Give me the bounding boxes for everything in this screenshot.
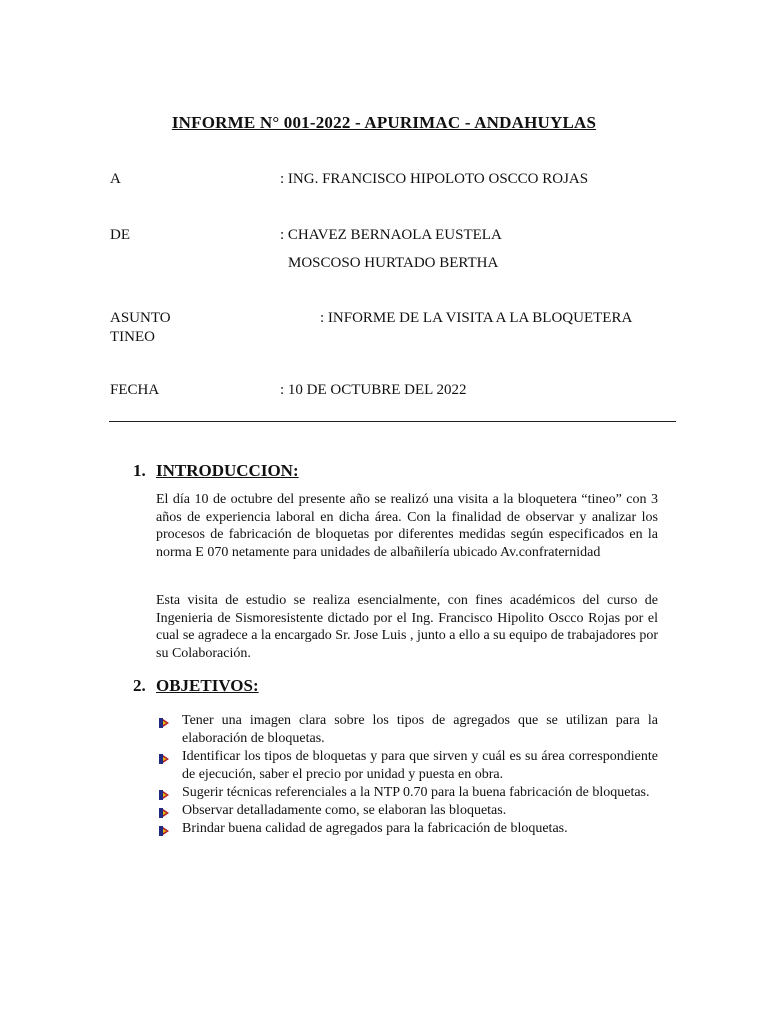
- arrow-bullet-icon: [159, 752, 171, 762]
- from-value-1: : CHAVEZ BERNAOLA EUSTELA: [280, 227, 502, 243]
- date-value: : 10 DE OCTUBRE DEL 2022: [280, 382, 467, 398]
- section-number: 1.: [133, 461, 146, 480]
- list-item: [156, 712, 658, 748]
- arrow-bullet-icon: [159, 824, 171, 834]
- section-number: 2.: [133, 676, 146, 695]
- from-label: DE: [110, 227, 130, 243]
- intro-paragraph-2: Esta visita de estudio se realiza esencialmente, con fines académicos del curso de Ingenieria de Sismoresistente dictado por el Ing. Francisco Hipolito Oscco Rojas por el cual se agradece a la encargado Sr. Jose Luis , junto a ello a su equipo de trabajadores por su Colaboración.: [156, 593, 659, 661]
- arrow-bullet-icon: [159, 716, 171, 726]
- subject-value: : INFORME DE LA VISITA A LA BLOQUETERA: [320, 310, 633, 326]
- list-item: [156, 784, 658, 802]
- list-item-text: Brindar buena calidad de agregados para la fabricación de bloquetas.: [182, 821, 568, 836]
- intro-paragraph-1: El día 10 de octubre del presente año se realizó una visita a la bloquetera “tineo” con 3 años de experiencia laboral en dicha área. Con la finalidad de observar y analizar los procesos de fabricación de bloquetas por diferentes medidas según especificados en la norma E 070 netamente para unidades de albañilería ubicado Av.confraternidad: [156, 492, 658, 560]
- to-label: A: [110, 171, 121, 187]
- header-divider: [109, 421, 676, 422]
- from-value-2: MOSCOSO HURTADO BERTHA: [288, 255, 499, 271]
- arrow-bullet-icon: [159, 788, 171, 798]
- objectives-list: [156, 712, 658, 838]
- report-title: INFORME N° 001-2022 - APURIMAC - ANDAHUYLAS: [171, 113, 597, 132]
- date-label: FECHA: [110, 382, 160, 398]
- list-item: [156, 802, 658, 820]
- subject-continuation: TINEO: [110, 329, 155, 345]
- list-item-text: Tener una imagen clara sobre los tipos de agregados que se utilizan para la elaboración de bloquetas.: [182, 713, 658, 746]
- section-title-introduccion: INTRODUCCION:: [156, 461, 299, 480]
- list-item-text: Identificar los tipos de bloquetas y para que sirven y cuál es su área correspondiente de ejecución, saber el precio por unidad y puesta en obra.: [182, 749, 658, 782]
- subject-label: ASUNTO: [110, 310, 171, 326]
- list-item-text: Sugerir técnicas referenciales a la NTP 0.70 para la buena fabricación de bloquetas.: [182, 785, 650, 800]
- arrow-bullet-icon: [159, 806, 171, 816]
- to-value: : ING. FRANCISCO HIPOLOTO OSCCO ROJAS: [280, 171, 589, 187]
- list-item: [156, 748, 658, 784]
- list-item-text: Observar detalladamente como, se elaboran las bloquetas.: [182, 803, 507, 818]
- section-title-objetivos: OBJETIVOS:: [156, 676, 259, 695]
- list-item: [156, 820, 658, 838]
